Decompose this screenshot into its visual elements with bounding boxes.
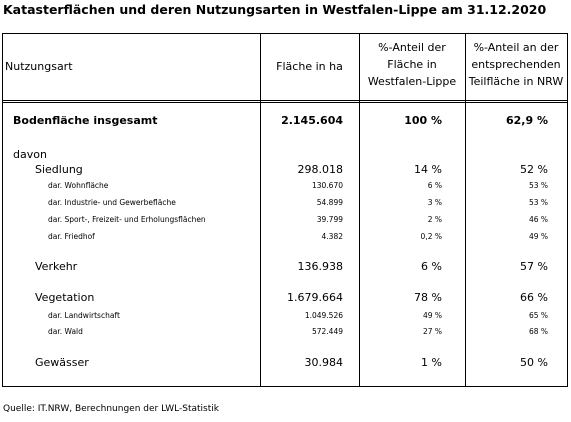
area-value: 130.670 [311,181,343,190]
area-value: 572.449 [311,327,343,336]
pct-wl-value: 27 % [422,327,442,336]
area-value: 298.018 [297,163,343,176]
header-flaeche: Fläche in ha [276,60,343,73]
pct-nrw-value: 53 % [528,181,548,190]
pct-wl-value: 1 % [421,356,442,369]
row-label: Bodenfläche insgesamt [13,114,158,127]
row-label: Siedlung [35,163,83,176]
row-label: dar. Wald [48,327,83,336]
header-anteil-nrw [465,39,567,90]
row-label: dar. Wohnfläche [48,181,109,190]
area-value: 136.938 [297,260,343,273]
row-label: Vegetation [35,291,95,304]
pct-wl-value: 3 % [427,198,442,207]
pct-nrw-value: 66 % [520,291,548,304]
row-label: Gewässer [35,356,89,369]
header-nutzungsart: Nutzungsart [5,60,73,73]
pct-wl-value: 100 % [404,114,442,127]
area-value: 1.679.664 [287,291,343,304]
header-anteil-wl-line: Fläche in [387,58,437,71]
row-label: dar. Sport-, Freizeit- und Erholungsflächen [48,215,206,224]
pct-nrw-value: 46 % [528,215,548,224]
area-value: 39.799 [316,215,343,224]
area-value: 54.899 [316,198,343,207]
pct-nrw-value: 50 % [520,356,548,369]
row-label: davon [13,148,47,161]
pct-wl-value: 49 % [422,311,442,320]
header-anteil-wl [359,39,465,90]
column-divider [260,34,261,386]
data-table [2,33,568,387]
pct-nrw-value: 68 % [528,327,548,336]
pct-nrw-value: 53 % [528,198,548,207]
pct-wl-value: 14 % [414,163,442,176]
pct-nrw-value: 57 % [520,260,548,273]
pct-nrw-value: 65 % [528,311,548,320]
pct-wl-value: 6 % [421,260,442,273]
row-label: dar. Industrie- und Gewerbefläche [48,198,176,207]
header-anteil-nrw-line: %-Anteil an der [473,41,559,54]
pct-wl-value: 0,2 % [420,232,442,241]
header-anteil-nrw-line: Teilfläche in NRW [468,75,564,88]
row-label: dar. Friedhof [48,232,95,241]
area-value: 1.049.526 [304,311,343,320]
header-anteil-wl-line: Westfalen-Lippe [367,75,457,88]
row-label: dar. Landwirtschaft [48,311,120,320]
header-anteil-nrw-line: entsprechenden [471,58,561,71]
header-divider [3,100,567,103]
header-anteil-wl-line: %-Anteil der [378,41,446,54]
source-note: Quelle: IT.NRW, Berechnungen der LWL-Statistik [3,404,219,414]
pct-wl-value: 6 % [427,181,442,190]
area-value: 30.984 [304,356,343,369]
pct-wl-value: 2 % [427,215,442,224]
row-label: Verkehr [35,260,78,273]
pct-nrw-value: 62,9 % [506,114,548,127]
area-value: 4.382 [321,232,343,241]
page-title: Katasterflächen und deren Nutzungsarten in Westfalen-Lippe am 31.12.2020 [3,2,547,17]
pct-nrw-value: 52 % [520,163,548,176]
area-value: 2.145.604 [281,114,343,127]
pct-wl-value: 78 % [414,291,442,304]
pct-nrw-value: 49 % [528,232,548,241]
